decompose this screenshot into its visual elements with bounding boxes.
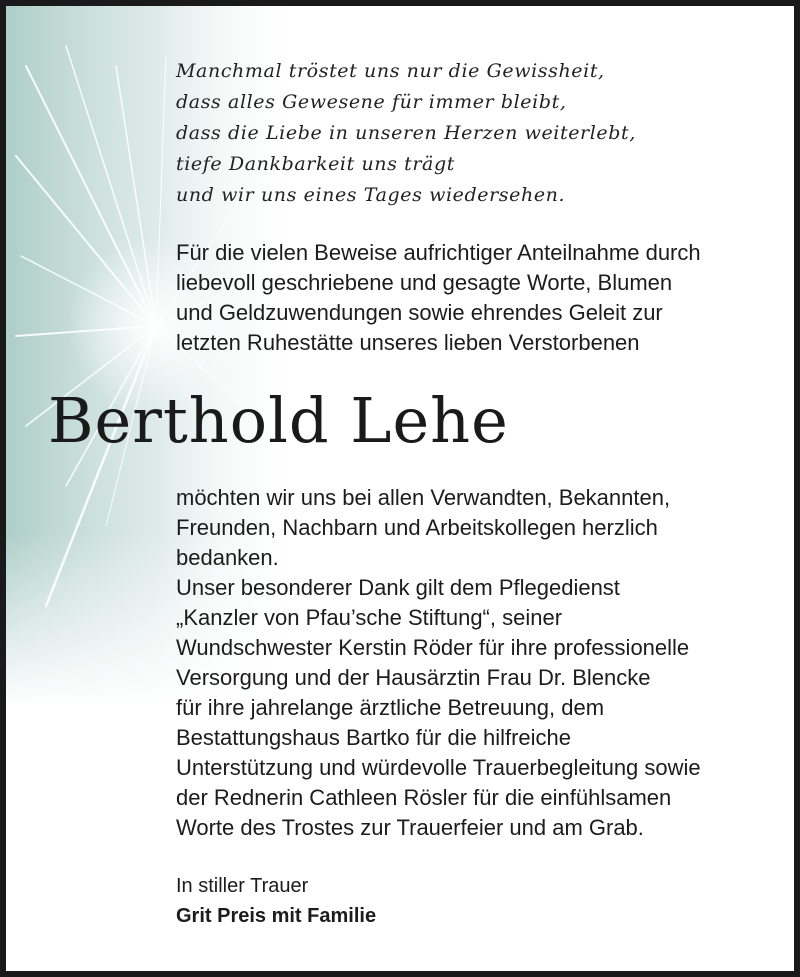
body-line: für ihre jahrelange ärztliche Betreuung, dem	[176, 695, 605, 720]
signature: Grit Preis mit Familie	[176, 905, 377, 927]
body-line: Bestattungshaus Bartko für die hilfreiche	[176, 725, 572, 750]
body-line: Wundschwester Kerstin Röder für ihre professionelle	[176, 635, 690, 660]
poem-line: dass die Liebe in unseren Herzen weiterlebt,	[176, 122, 636, 144]
poem-verse	[176, 56, 636, 211]
intro-line: letzten Ruhestätte unseres lieben Verstorbenen	[176, 330, 640, 355]
body-line: Worte des Trostes zur Trauerfeier und am Grab.	[176, 815, 644, 840]
intro-paragraph	[176, 238, 776, 358]
poem-line: dass alles Gewesene für immer bleibt,	[176, 91, 567, 113]
poem-line: tiefe Dankbarkeit uns trägt	[176, 153, 455, 175]
thanks-paragraph	[176, 483, 786, 843]
intro-line: liebevoll geschriebene und gesagte Worte, Blumen	[176, 270, 673, 295]
intro-line: und Geldzuwendungen sowie ehrendes Geleit zur	[176, 300, 663, 325]
body-line: Freunden, Nachbarn und Arbeitskollegen herzlich	[176, 515, 658, 540]
closing-line: In stiller Trauer	[176, 875, 309, 897]
body-line: der Rednerin Cathleen Rösler für die einfühlsamen	[176, 785, 672, 810]
intro-line: Für die vielen Beweise aufrichtiger Anteilnahme durch	[176, 240, 701, 265]
poem-line: Manchmal tröstet uns nur die Gewissheit,	[176, 60, 605, 82]
body-line: Unterstützung und würdevolle Trauerbegleitung sowie	[176, 755, 701, 780]
body-line: bedanken.	[176, 545, 279, 570]
body-line: Unser besonderer Dank gilt dem Pflegedienst	[176, 575, 620, 600]
body-line: Versorgung und der Hausärztin Frau Dr. Blencke	[176, 665, 651, 690]
body-line: „Kanzler von Pfau’sche Stiftung“, seiner	[176, 605, 563, 630]
closing-block	[176, 871, 376, 931]
poem-line: und wir uns eines Tages wiedersehen.	[176, 184, 566, 206]
body-line: möchten wir uns bei allen Verwandten, Bekannten,	[176, 485, 671, 510]
deceased-name: Berthold Lehe	[48, 384, 509, 457]
